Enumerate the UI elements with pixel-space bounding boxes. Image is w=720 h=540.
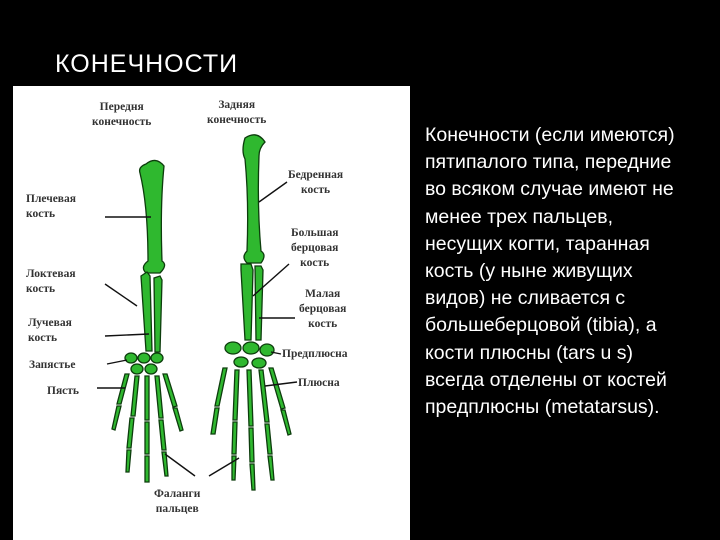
- limb-skeleton-figure: [13, 86, 410, 540]
- tarsal-1: [225, 342, 241, 354]
- label-humerus: Плечевая кость: [26, 193, 76, 220]
- pointer-phalanges-left: [165, 454, 195, 476]
- tarsal-2: [243, 342, 259, 354]
- slide-title: КОНЕЧНОСТИ: [55, 50, 239, 78]
- femur-bone: [243, 135, 265, 263]
- label-phalanges: Фаланги пальцев: [154, 488, 201, 515]
- tarsal-4: [234, 357, 248, 367]
- toe-2: [232, 370, 239, 480]
- radius-bone: [154, 276, 162, 352]
- finger-5: [163, 374, 183, 431]
- pointer-radius: [105, 334, 149, 336]
- toe-5: [269, 368, 291, 435]
- carpal-3: [151, 353, 163, 363]
- label-femur: Бедренная кость: [288, 169, 344, 196]
- label-metatarsus: Плюсна: [298, 377, 340, 389]
- carpal-4: [131, 364, 143, 374]
- ulna-bone: [141, 272, 152, 351]
- pointer-carpus: [107, 360, 127, 364]
- label-fibula: Малая берцовая кость: [299, 288, 347, 330]
- carpal-5: [145, 364, 157, 374]
- toe-3: [247, 370, 255, 490]
- label-hindlimb: Задняя конечность: [207, 99, 267, 126]
- tarsal-5: [252, 358, 266, 368]
- pointer-ulna: [105, 284, 137, 306]
- finger-1: [112, 374, 129, 430]
- carpal-1: [125, 353, 137, 363]
- finger-4: [155, 376, 168, 476]
- finger-2: [126, 376, 139, 472]
- label-ulna: Локтевая кость: [26, 268, 76, 295]
- label-tarsus: Предплюсна: [282, 348, 348, 360]
- finger-3: [145, 376, 149, 482]
- pointer-metatarsus: [265, 382, 297, 386]
- label-metacarpus: Пясть: [47, 385, 80, 397]
- toe-1: [211, 368, 227, 434]
- label-carpus: Запястье: [29, 359, 76, 371]
- label-radius: Лучевая кость: [28, 317, 72, 344]
- carpal-2: [138, 353, 150, 363]
- limb-bones-drawing: [13, 86, 410, 540]
- pointer-femur: [259, 182, 287, 202]
- fibula-bone: [255, 266, 263, 340]
- tarsal-3: [260, 344, 274, 356]
- slide-body-text: Конечности (если имеются) пятипалого типа, передние во всяком случае имеют не менее трех пальцев, несущих когти, таранная кость (у ныне живущих видов) не сливается с большеберцовой (tibia), а кости плюсны (tars u s) всегда отделены от костей предплюсны (metatarsus).: [425, 124, 675, 419]
- tibia-bone: [241, 264, 253, 340]
- label-tibia: Большая берцовая кость: [291, 227, 339, 269]
- label-forelimb: Передня конечность: [92, 101, 152, 128]
